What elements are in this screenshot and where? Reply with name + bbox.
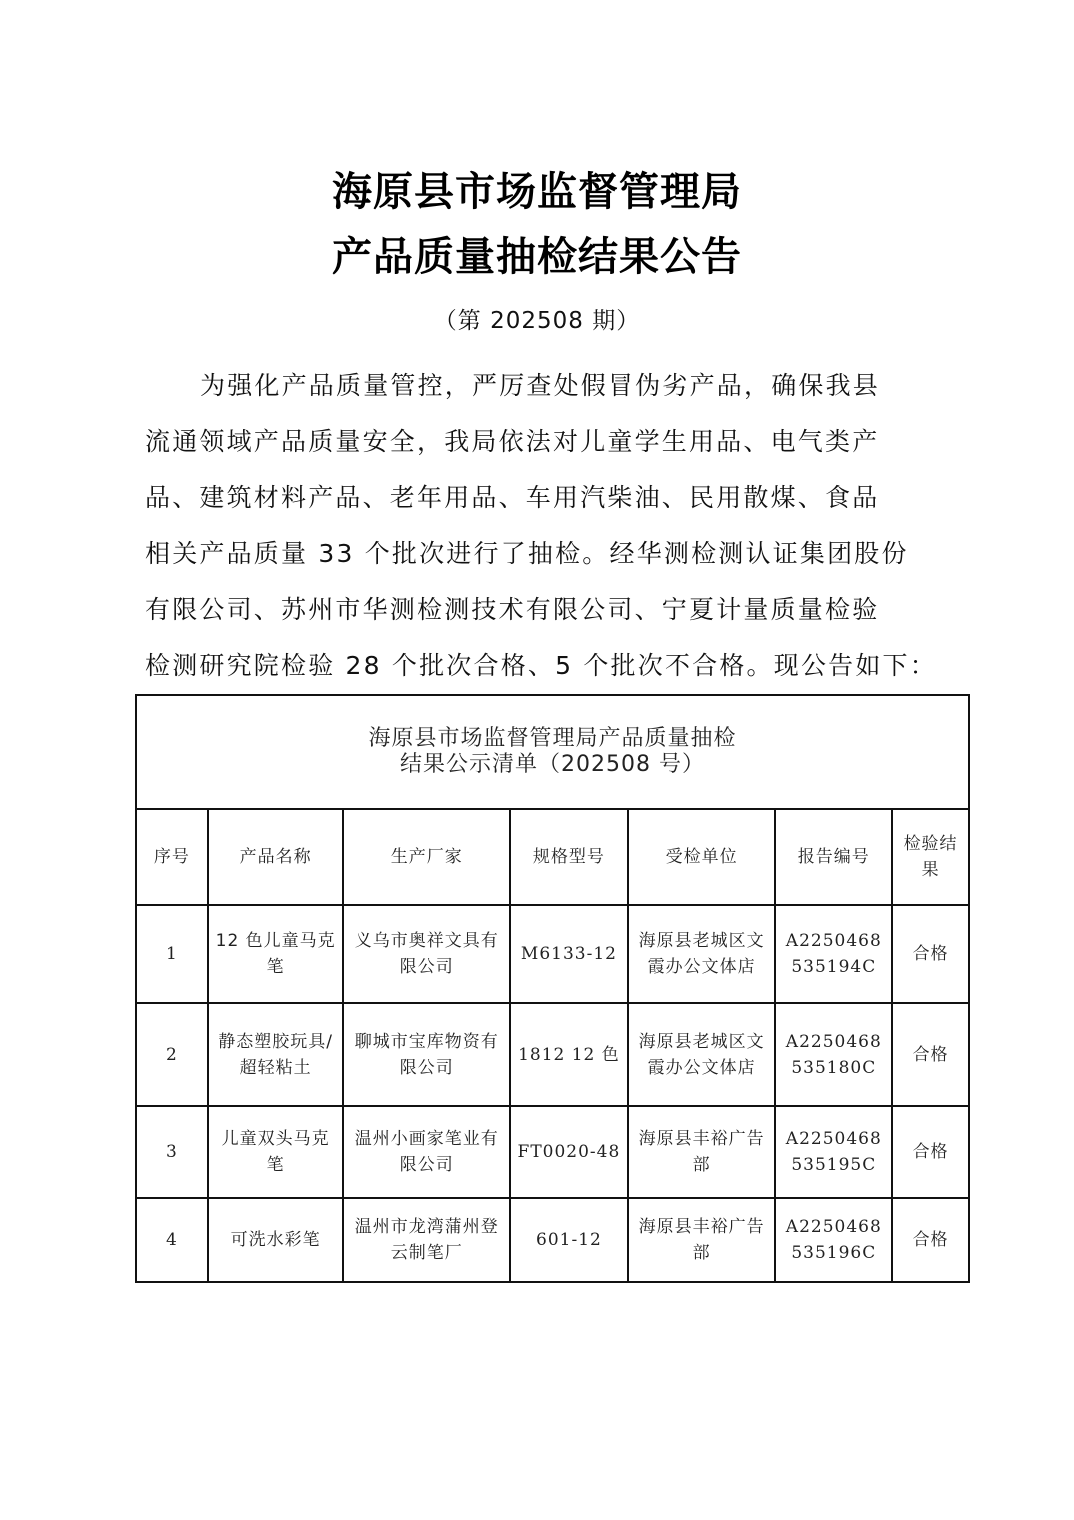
- cell-no: 2: [136, 1003, 208, 1106]
- cell-result: 合格: [892, 905, 969, 1003]
- header-manufacturer: 生产厂家: [343, 809, 510, 905]
- paragraph-line: 为强化产品质量管控，严厉查处假冒伪劣产品，确保我县: [200, 371, 881, 400]
- cell-spec: 601-12: [510, 1198, 628, 1282]
- cell-inspected-unit: 海原县丰裕广告部: [628, 1106, 776, 1198]
- cell-no: 1: [136, 905, 208, 1003]
- intro-paragraph: [145, 358, 935, 694]
- header-inspected-unit: 受检单位: [628, 809, 776, 905]
- paragraph-line: 相关产品质量 33 个批次进行了抽检。经华测检测认证集团股份: [145, 539, 909, 568]
- cell-no: 4: [136, 1198, 208, 1282]
- cell-product: 儿童双头马克笔: [208, 1106, 344, 1198]
- header-spec: 规格型号: [510, 809, 628, 905]
- cell-spec: FT0020-48: [510, 1106, 628, 1198]
- cell-report-no: A2250468535180C: [775, 1003, 892, 1106]
- issue-number: （第 202508 期）: [433, 308, 641, 334]
- table-caption-line1: 海原县市场监督管理局产品质量抽检: [368, 726, 737, 751]
- cell-product: 可洗水彩笔: [208, 1198, 344, 1282]
- table-caption: [136, 695, 969, 809]
- page-title-line1: 海原县市场监督管理局: [332, 168, 742, 215]
- table-row: [136, 905, 969, 1003]
- cell-spec: 1812 12 色: [510, 1003, 628, 1106]
- cell-manufacturer: 温州市龙湾蒲州登云制笔厂: [343, 1198, 510, 1282]
- table-header-row: [136, 809, 969, 905]
- cell-product: 12 色儿童马克笔: [208, 905, 344, 1003]
- results-table: [135, 694, 970, 1283]
- table-row: [136, 1198, 969, 1282]
- paragraph-line: 品、建筑材料产品、老年用品、车用汽柴油、民用散煤、食品: [145, 483, 880, 512]
- header-report-no: 报告编号: [775, 809, 892, 905]
- paragraph-line: 有限公司、苏州市华测检测技术有限公司、宁夏计量质量检验: [145, 595, 880, 624]
- header-no: 序号: [136, 809, 208, 905]
- cell-manufacturer: 义乌市奥祥文具有限公司: [343, 905, 510, 1003]
- cell-inspected-unit: 海原县老城区文霞办公文体店: [628, 1003, 776, 1106]
- table-row: [136, 1106, 969, 1198]
- header-product: 产品名称: [208, 809, 344, 905]
- table-row: [136, 1003, 969, 1106]
- cell-report-no: A2250468535194C: [775, 905, 892, 1003]
- cell-inspected-unit: 海原县丰裕广告部: [628, 1198, 776, 1282]
- cell-report-no: A2250468535195C: [775, 1106, 892, 1198]
- cell-manufacturer: 温州小画家笔业有限公司: [343, 1106, 510, 1198]
- cell-manufacturer: 聊城市宝库物资有限公司: [343, 1003, 510, 1106]
- cell-result: 合格: [892, 1106, 969, 1198]
- cell-result: 合格: [892, 1198, 969, 1282]
- cell-result: 合格: [892, 1003, 969, 1106]
- paragraph-line: 检测研究院检验 28 个批次合格、5 个批次不合格。现公告如下：: [145, 651, 937, 680]
- paragraph-line: 流通领域产品质量安全，我局依法对儿童学生用品、电气类产: [145, 427, 880, 456]
- cell-product: 静态塑胶玩具/超轻粘土: [208, 1003, 344, 1106]
- cell-spec: M6133-12: [510, 905, 628, 1003]
- cell-report-no: A2250468535196C: [775, 1198, 892, 1282]
- table-caption-line2: 结果公示清单（202508 号）: [400, 752, 705, 777]
- page-title-line2: 产品质量抽检结果公告: [332, 233, 742, 280]
- cell-no: 3: [136, 1106, 208, 1198]
- cell-inspected-unit: 海原县老城区文霞办公文体店: [628, 905, 776, 1003]
- header-result: 检验结果: [892, 809, 969, 905]
